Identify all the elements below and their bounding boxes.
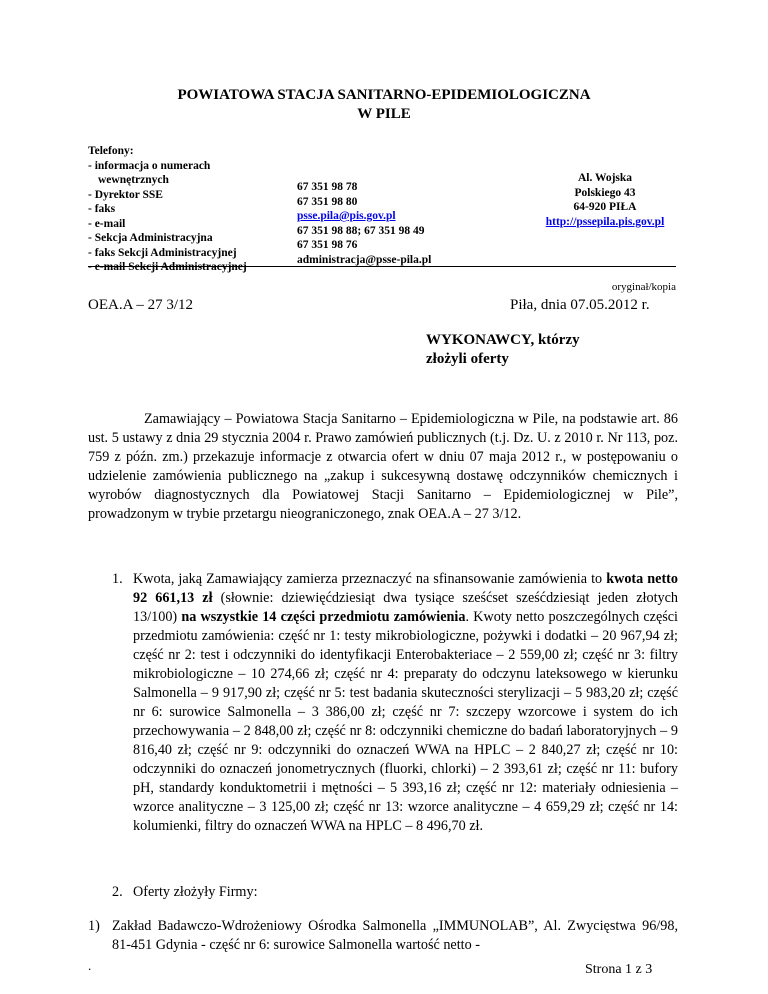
email-link[interactable]: psse.pila@pis.gov.pl bbox=[297, 210, 396, 222]
point1-number: 1. bbox=[112, 571, 123, 587]
place-date: Piła, dnia 07.05.2012 r. bbox=[510, 297, 650, 313]
contact-label: - e-mail Sekcji Administracyjnej bbox=[88, 261, 247, 273]
recipient bbox=[426, 331, 580, 369]
fax-number: 67 351 98 80 bbox=[297, 195, 358, 208]
recipient-line: złożyli oferty bbox=[426, 351, 509, 367]
address-line: 64-920 PIŁA bbox=[573, 201, 637, 213]
institution-title: POWIATOWA STACJA SANITARNO-EPIDEMIOLOGICZNA bbox=[177, 87, 591, 103]
admin-fax: 67 351 98 76 bbox=[297, 239, 358, 251]
reference-number: OEA.A – 27 3/12 bbox=[88, 297, 193, 313]
address-line: Polskiego 43 bbox=[574, 186, 636, 199]
contact-label: - Dyrektor SSE bbox=[88, 188, 163, 201]
website-link[interactable]: http://pssepila.pis.gov.pl bbox=[545, 215, 665, 228]
page-number: Strona 1 z 3 bbox=[585, 962, 653, 977]
contact-labels bbox=[88, 144, 247, 275]
contact-label: - faks Sekcji Administracyjnej bbox=[88, 246, 237, 259]
point1-paragraph bbox=[133, 570, 678, 836]
point2-text: Oferty złożyły Firmy: bbox=[133, 884, 258, 900]
point1-scope: na wszystkie 14 części przedmiotu zamówienia bbox=[181, 609, 466, 625]
contact-label: - faks bbox=[88, 203, 116, 215]
footer-dot: . bbox=[88, 958, 92, 973]
intro-paragraph: Zamawiający – Powiatowa Stacja Sanitarno – Epidemiologiczna w Pile, na podstawie art. 86 ust. 5 ustawy z dnia 29 stycznia 2004 r. Prawo zamówień publicznych (t.j. Dz. U. z 2010 r. Nr 113, poz. 759 z późn. zm.) przekazuje informacje z otwarcia ofert w dniu 07 maja 2012 r., w postępowaniu o udzielenie zamówienia publicznego na „zakup i sukcesywną dostawę odczynników chemicznych i wyrobów diagnostycznych dla Powiatowej Stacji Sanitarno – Epidemiologicznej w Pile”, prowadzonym w trybie przetargu nieograniczonego, znak OEA.A – 27 3/12. bbox=[88, 411, 678, 522]
institution-city: W PILE bbox=[357, 106, 411, 122]
contact-label: Telefony: bbox=[88, 145, 134, 157]
contact-values bbox=[297, 180, 431, 267]
contact-label: wewnętrznych bbox=[98, 174, 169, 186]
point1-detail: . Kwoty netto poszczególnych części przedmiotu zamówienia: część nr 1: testy mikrobiologiczne, pożywki i dodatki – 20 967,94 zł; część nr 2: test i odczynniki do identyfikacji Enterobakteriace – 2 559,00 zł; część nr 3: filtry mikrobiologiczne – 10 274,66 zł; część nr 4: preparaty do odczynu lateksowego w kierunku Salmonella – 9 917,90 zł; część nr 5: test badania skuteczności sterylizacji – 5 983,20 zł; część nr 6: surowice Salmonella – 3 386,00 zł; część nr 7: szczepy wzorcowe i system do ich przechowywania – 2 848,00 zł; część nr 8: odczynniki chemiczne do badań laboratoryjnych – 9 816,40 zł; część nr 9: odczynniki do oznaczeń WWA na HPLC – 2 840,27 zł; część nr 10: odczynniki do oznaczeń jonometrycznych (fluorki, chlorki) – 2 393,61 zł; część nr 11: bufory pH, standardy konduktometrii i mętności – 5 393,16 zł; część nr 12: materiały odniesienia – wzorce analityczne – 3 125,00 zł; część nr 13: wzorce analityczne – 4 659,29 zł; część nr 14: kolumienki, filtry do oznaczeń WWA na HPLC – 8 496,70 zł. bbox=[133, 609, 678, 834]
point1-amount: kwota netto 92 661,13 zł bbox=[133, 571, 679, 606]
contact-label: - Sekcja Administracyjna bbox=[88, 232, 213, 244]
recipient-line: WYKONAWCY, którzy bbox=[426, 332, 580, 348]
address-block bbox=[520, 171, 690, 229]
contact-label: - e-mail bbox=[88, 217, 126, 230]
admin-phone: 67 351 98 88; 67 351 98 49 bbox=[297, 224, 425, 237]
point1-lead: Kwota, jaką Zamawiający zamierza przeznaczyć na sfinansowanie zamówienia to bbox=[133, 571, 603, 587]
point1-words: (słownie: dziewięćdziesiąt dwa tysiące sześćset sześćdziesiąt jeden złotych 13/100) bbox=[133, 590, 678, 625]
director-phone: 67 351 98 78 bbox=[297, 181, 358, 193]
offer1-text: Zakład Badawczo-Wdrożeniowy Ośrodka Salmonella „IMMUNOLAB”, Al. Zwycięstwa 96/98, 81-451 Gdynia - część nr 6: surowice Salmonella wartość netto - bbox=[112, 918, 678, 953]
copy-mark: oryginał/kopia bbox=[611, 281, 676, 293]
point2-number: 2. bbox=[112, 884, 123, 900]
address-line: Al. Wojska bbox=[577, 172, 633, 184]
contact-label: - informacja o numerach bbox=[88, 159, 211, 172]
offer1-number: 1) bbox=[88, 918, 100, 934]
admin-email: administracja@psse-pila.pl bbox=[297, 253, 432, 266]
header-divider bbox=[88, 266, 676, 267]
